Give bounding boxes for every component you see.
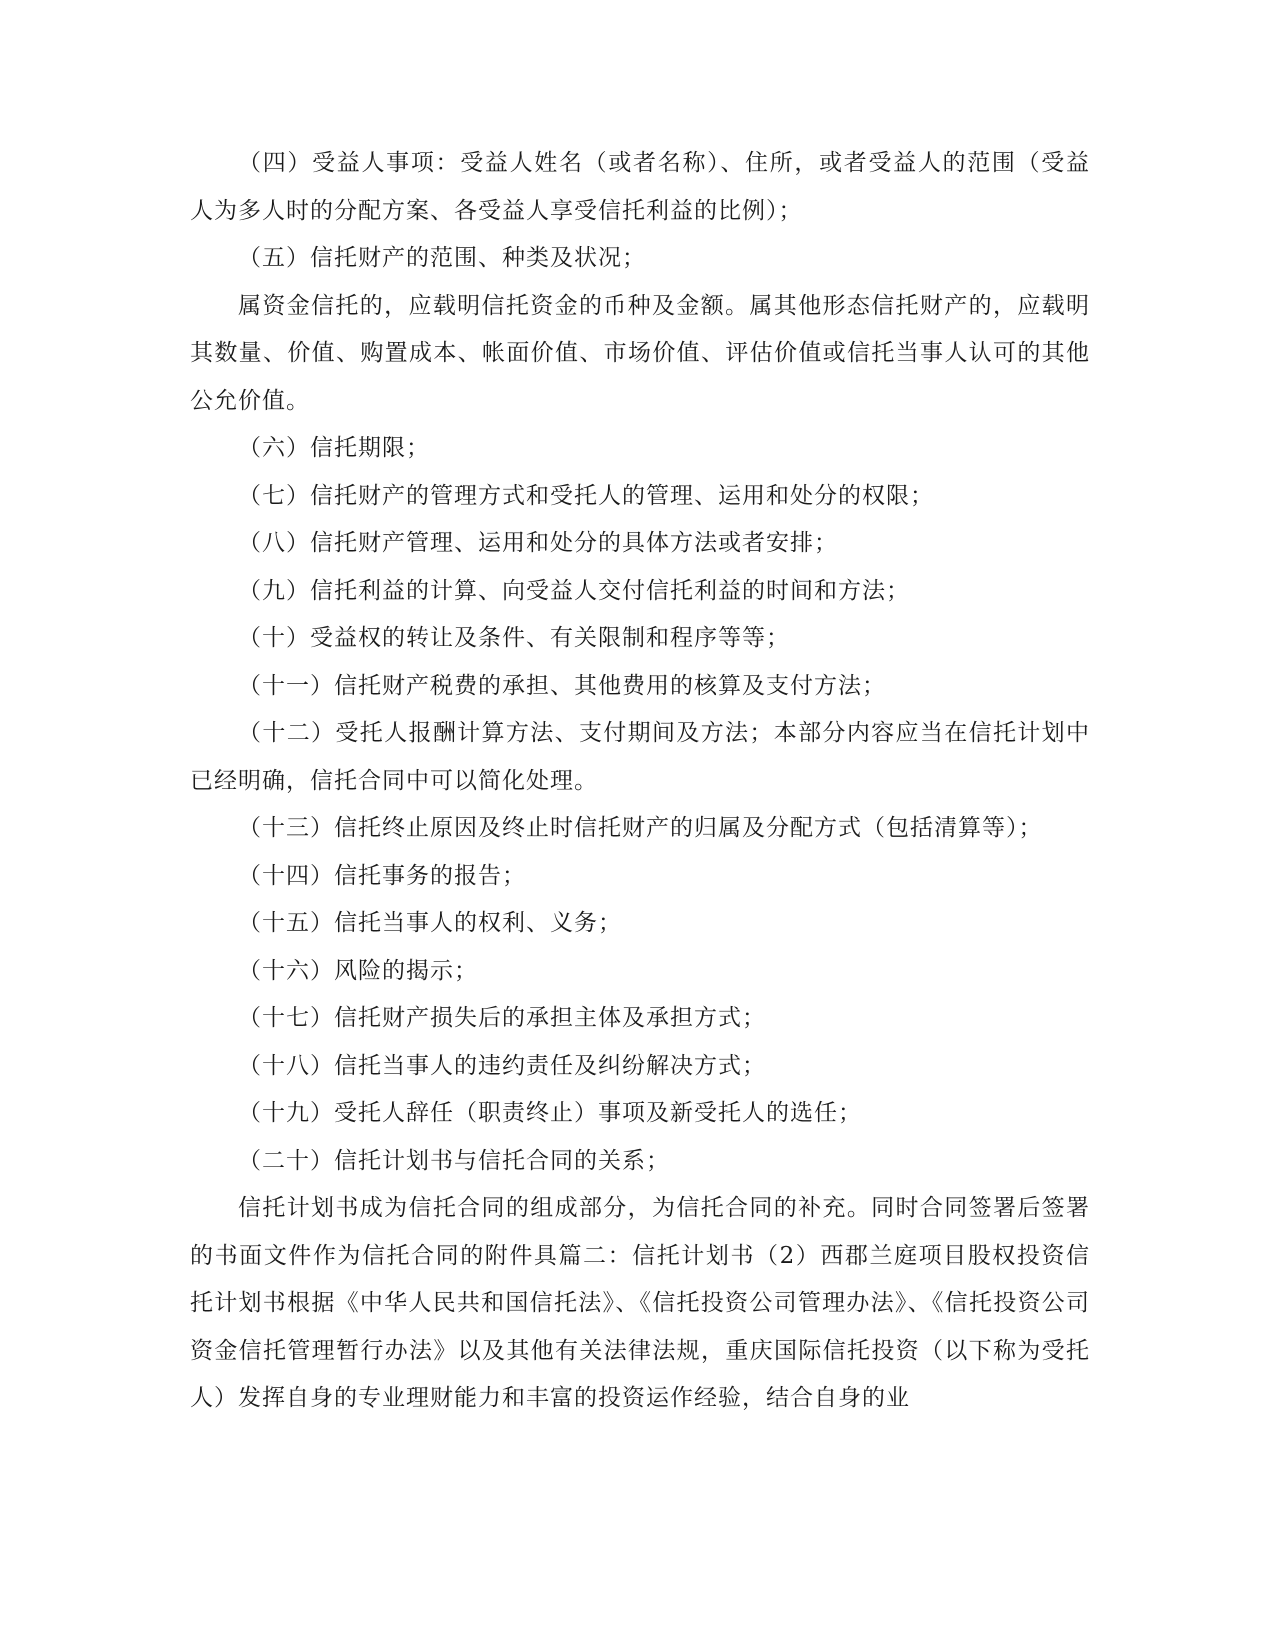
paragraph: （十九）受托人辞任（职责终止）事项及新受托人的选任；: [238, 1100, 862, 1126]
document-body: [190, 140, 1090, 1423]
paragraph: （七）信托财产的管理方式和受托人的管理、运用和处分的权限；: [238, 482, 934, 509]
paragraph: 属资金信托的，应载明信托资金的币种及金额。属其他形态信托财产的，应载明其数量、价值、购置成本、帐面价值、市场价值、评估价值或信托当事人认可的其他公允价值。: [190, 292, 1090, 414]
paragraph: （十七）信托财产损失后的承担主体及承担方式；: [238, 1005, 766, 1031]
paragraph: （九）信托利益的计算、向受益人交付信托利益的时间和方法；: [238, 577, 910, 604]
paragraph: （十三）信托终止原因及终止时信托财产的归属及分配方式（包括清算等）；: [238, 815, 1043, 841]
paragraph: （四）受益人事项：受益人姓名（或者名称）、住所，或者受益人的范围（受益人为多人时的分配方案、各受益人享受信托利益的比例）；: [190, 150, 1090, 224]
paragraph: （十六）风险的揭示；: [238, 957, 478, 984]
paragraph: （五）信托财产的范围、种类及状况；: [238, 245, 646, 271]
paragraph: （二十）信托计划书与信托合同的关系；: [238, 1147, 670, 1174]
paragraph: （十一）信托财产税费的承担、其他费用的核算及支付方法；: [238, 672, 886, 699]
paragraph: （十二）受托人报酬计算方法、支付期间及方法；本部分内容应当在信托计划中已经明确，信托合同中可以简化处理。: [190, 720, 1090, 794]
paragraph: （六）信托期限；: [238, 435, 430, 461]
paragraph: （十四）信托事务的报告；: [238, 862, 526, 889]
paragraph: （十）受益权的转让及条件、有关限制和程序等等；: [238, 625, 790, 651]
paragraph: （八）信托财产管理、运用和处分的具体方法或者安排；: [238, 530, 838, 556]
paragraph: （十八）信托当事人的违约责任及纠纷解决方式；: [238, 1052, 766, 1079]
paragraph: （十五）信托当事人的权利、义务；: [238, 910, 622, 936]
paragraph: 信托计划书成为信托合同的组成部分，为信托合同的补充。同时合同签署后签署的书面文件作为信托合同的附件具篇二：信托计划书（2）西郡兰庭项目股权投资信托计划书根据《中华人民共和国信托法》、《信托投资公司管理办法》、《信托投资公司资金信托管理暂行办法》以及其他有关法律法规，重庆国际信托投资（以下称为受托人）发挥自身的专业理财能力和丰富的投资运作经验，结合自身的业: [190, 1195, 1090, 1411]
